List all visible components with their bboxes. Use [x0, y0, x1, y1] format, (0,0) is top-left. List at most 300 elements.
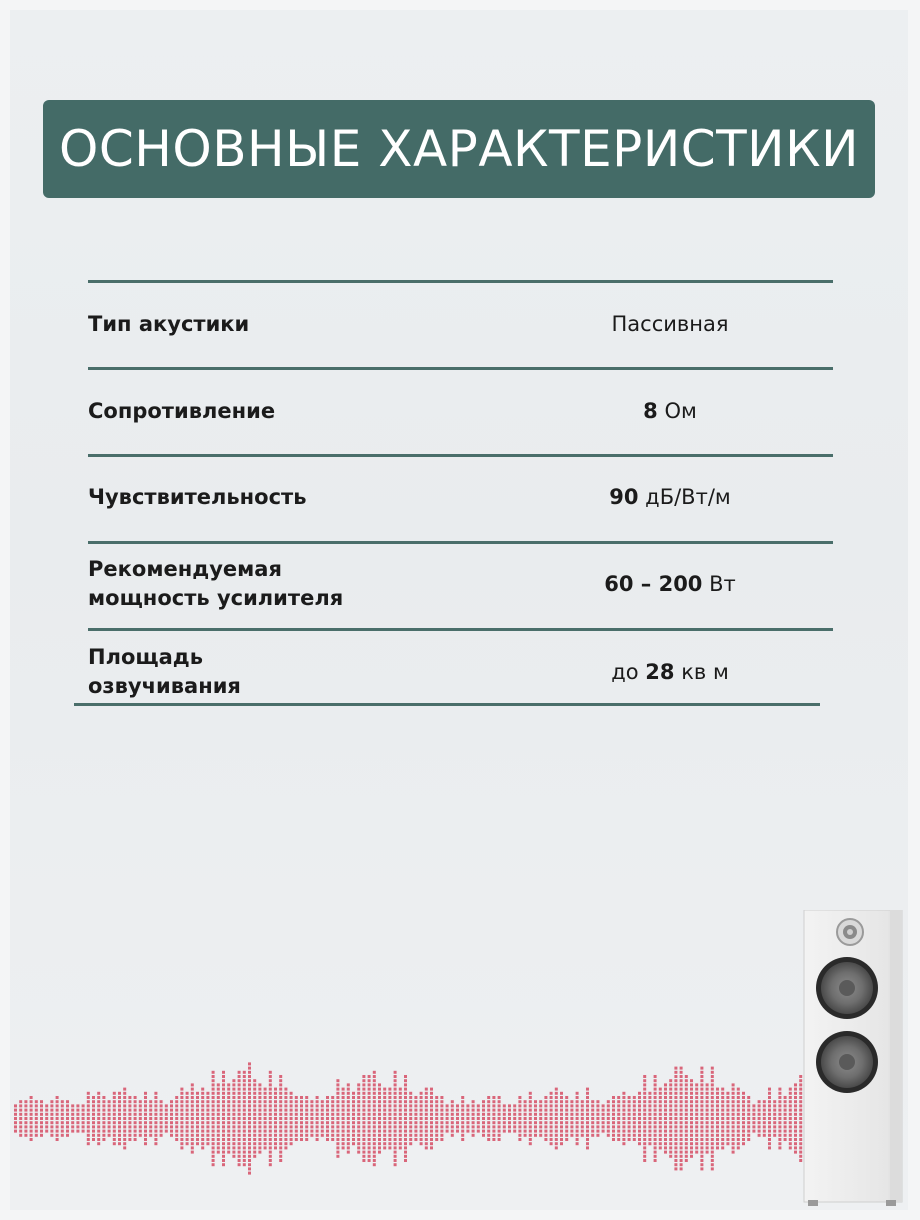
- wave-dot: [373, 1159, 376, 1162]
- wave-dot: [248, 1155, 251, 1158]
- wave-dot: [222, 1092, 225, 1095]
- wave-dot: [154, 1138, 157, 1141]
- wave-dot: [40, 1125, 43, 1128]
- wave-dot: [607, 1104, 610, 1107]
- spec-label: Сопротивление: [88, 399, 276, 423]
- wave-dot: [680, 1100, 683, 1103]
- wave-dot: [524, 1125, 527, 1128]
- wave-dot: [539, 1130, 542, 1133]
- wave-dot: [643, 1134, 646, 1137]
- wave-dot: [685, 1113, 688, 1116]
- wave-dot: [19, 1104, 22, 1107]
- wave-dot: [737, 1088, 740, 1091]
- wave-dot: [737, 1100, 740, 1103]
- wave-dot: [149, 1109, 152, 1112]
- wave-dot: [217, 1142, 220, 1145]
- spec-value-number: 28: [645, 660, 675, 684]
- wave-dot: [617, 1096, 620, 1099]
- wave-dot: [279, 1083, 282, 1086]
- wave-dot: [144, 1109, 147, 1112]
- wave-dot: [752, 1130, 755, 1133]
- wave-dot: [482, 1134, 485, 1137]
- wave-dot: [565, 1109, 568, 1112]
- wave-dot: [576, 1134, 579, 1137]
- wave-dot: [243, 1142, 246, 1145]
- wave-dot: [357, 1113, 360, 1116]
- wave-dot: [763, 1130, 766, 1133]
- wave-dot: [732, 1083, 735, 1086]
- wave-dot: [737, 1109, 740, 1112]
- wave-dot: [212, 1083, 215, 1086]
- wave-dot: [269, 1134, 272, 1137]
- wave-dot: [654, 1125, 657, 1128]
- wave-dot: [201, 1146, 204, 1149]
- wave-dot: [222, 1155, 225, 1158]
- wave-dot: [654, 1142, 657, 1145]
- wave-dot: [622, 1092, 625, 1095]
- wave-dot: [560, 1130, 563, 1133]
- wave-dot: [295, 1113, 298, 1116]
- wave-dot: [758, 1121, 761, 1124]
- wave-dot: [726, 1142, 729, 1145]
- wave-dot: [232, 1121, 235, 1124]
- wave-dot: [399, 1096, 402, 1099]
- wave-dot: [404, 1125, 407, 1128]
- wave-dot: [451, 1117, 454, 1120]
- wave-dot: [685, 1134, 688, 1137]
- wave-dot: [238, 1134, 241, 1137]
- wave-dot: [352, 1130, 355, 1133]
- wave-dot: [674, 1109, 677, 1112]
- wave-dot: [539, 1125, 542, 1128]
- wave-dot: [659, 1125, 662, 1128]
- wave-dot: [269, 1083, 272, 1086]
- wave-dot: [144, 1138, 147, 1141]
- wave-dot: [721, 1117, 724, 1120]
- wave-dot: [243, 1071, 246, 1074]
- wave-dot: [56, 1117, 59, 1120]
- wave-dot: [399, 1146, 402, 1149]
- wave-dot: [316, 1104, 319, 1107]
- wave-dot: [446, 1104, 449, 1107]
- wave-dot: [664, 1151, 667, 1154]
- wave-dot: [550, 1092, 553, 1095]
- wave-dot: [206, 1134, 209, 1137]
- wave-dot: [102, 1109, 105, 1112]
- wave-dot: [555, 1104, 558, 1107]
- wave-dot: [524, 1104, 527, 1107]
- wave-dot: [638, 1117, 641, 1120]
- wave-dot: [669, 1092, 672, 1095]
- wave-dot: [326, 1125, 329, 1128]
- wave-dot: [492, 1134, 495, 1137]
- wave-dot: [102, 1125, 105, 1128]
- wave-dot: [186, 1100, 189, 1103]
- wave-dot: [373, 1151, 376, 1154]
- wave-dot: [232, 1096, 235, 1099]
- wave-dot: [695, 1138, 698, 1141]
- wave-dot: [232, 1130, 235, 1133]
- wave-dot: [700, 1096, 703, 1099]
- wave-dot: [430, 1096, 433, 1099]
- wave-dot: [612, 1130, 615, 1133]
- wave-dot: [258, 1146, 261, 1149]
- wave-dot: [451, 1130, 454, 1133]
- wave-dot: [472, 1125, 475, 1128]
- wave-dot: [97, 1113, 100, 1116]
- wave-dot: [674, 1151, 677, 1154]
- wave-dot: [258, 1104, 261, 1107]
- wave-dot: [243, 1104, 246, 1107]
- wave-dot: [638, 1109, 641, 1112]
- wave-dot: [680, 1142, 683, 1145]
- wave-dot: [498, 1117, 501, 1120]
- wave-dot: [368, 1130, 371, 1133]
- wave-dot: [279, 1130, 282, 1133]
- wave-dot: [383, 1117, 386, 1120]
- wave-dot: [565, 1113, 568, 1116]
- wave-dot: [45, 1104, 48, 1107]
- wave-dot: [544, 1117, 547, 1120]
- wave-dot: [118, 1142, 121, 1145]
- wave-dot: [222, 1071, 225, 1074]
- wave-dot: [576, 1109, 579, 1112]
- wave-dot: [321, 1121, 324, 1124]
- wave-dot: [217, 1113, 220, 1116]
- wave-dot: [388, 1142, 391, 1145]
- wave-dot: [399, 1104, 402, 1107]
- wave-dot: [82, 1109, 85, 1112]
- wave-dot: [409, 1113, 412, 1116]
- wave-dot: [565, 1130, 568, 1133]
- wave-dot: [269, 1079, 272, 1082]
- wave-dot: [243, 1155, 246, 1158]
- wave-dot: [331, 1096, 334, 1099]
- spec-value: [530, 310, 810, 339]
- wave-dot: [201, 1104, 204, 1107]
- wave-dot: [435, 1100, 438, 1103]
- wave-dot: [576, 1096, 579, 1099]
- wave-dot: [284, 1146, 287, 1149]
- wave-dot: [243, 1096, 246, 1099]
- wave-dot: [700, 1113, 703, 1116]
- wave-dot: [347, 1096, 350, 1099]
- wave-dot: [373, 1142, 376, 1145]
- wave-dot: [586, 1146, 589, 1149]
- wave-dot: [690, 1151, 693, 1154]
- divider: [88, 367, 833, 370]
- wave-dot: [362, 1109, 365, 1112]
- wave-dot: [326, 1104, 329, 1107]
- wave-dot: [773, 1130, 776, 1133]
- wave-dot: [487, 1134, 490, 1137]
- wave-dot: [404, 1096, 407, 1099]
- wave-dot: [310, 1121, 313, 1124]
- wave-dot: [50, 1109, 53, 1112]
- wave-dot: [404, 1083, 407, 1086]
- wave-dot: [66, 1117, 69, 1120]
- wave-dot: [794, 1134, 797, 1137]
- wave-dot: [331, 1109, 334, 1112]
- wave-dot: [113, 1138, 116, 1141]
- wave-dot: [362, 1134, 365, 1137]
- wave-dot: [180, 1100, 183, 1103]
- wave-dot: [35, 1100, 38, 1103]
- wave-dot: [175, 1125, 178, 1128]
- wave-dot: [295, 1130, 298, 1133]
- wave-dot: [399, 1092, 402, 1095]
- wave-dot: [45, 1130, 48, 1133]
- wave-dot: [274, 1142, 277, 1145]
- wave-dot: [56, 1109, 59, 1112]
- wave-dot: [492, 1138, 495, 1141]
- wave-dot: [279, 1151, 282, 1154]
- wave-dot: [732, 1109, 735, 1112]
- wave-dot: [560, 1096, 563, 1099]
- wave-dot: [721, 1100, 724, 1103]
- wave-dot: [19, 1117, 22, 1120]
- wave-dot: [279, 1100, 282, 1103]
- wave-dot: [451, 1109, 454, 1112]
- wave-dot: [685, 1138, 688, 1141]
- wave-dot: [305, 1113, 308, 1116]
- wave-dot: [35, 1109, 38, 1112]
- wave-dot: [196, 1138, 199, 1141]
- wave-dot: [586, 1142, 589, 1145]
- wave-dot: [92, 1121, 95, 1124]
- wave-dot: [144, 1121, 147, 1124]
- wave-dot: [186, 1104, 189, 1107]
- wave-dot: [404, 1079, 407, 1082]
- wave-dot: [648, 1092, 651, 1095]
- wave-dot: [279, 1117, 282, 1120]
- wave-dot: [87, 1100, 90, 1103]
- wave-dot: [586, 1092, 589, 1095]
- wave-dot: [680, 1071, 683, 1074]
- wave-dot: [513, 1130, 516, 1133]
- wave-dot: [300, 1125, 303, 1128]
- wave-dot: [737, 1130, 740, 1133]
- wave-dot: [747, 1104, 750, 1107]
- wave-dot: [56, 1096, 59, 1099]
- wave-dot: [30, 1130, 33, 1133]
- wave-dot: [659, 1109, 662, 1112]
- wave-dot: [180, 1125, 183, 1128]
- wave-dot: [30, 1113, 33, 1116]
- wave-dot: [118, 1092, 121, 1095]
- wave-dot: [284, 1092, 287, 1095]
- spec-label-line: озвучивания: [88, 674, 241, 698]
- wave-dot: [50, 1125, 53, 1128]
- wave-dot: [238, 1109, 241, 1112]
- wave-dot: [347, 1134, 350, 1137]
- wave-dot: [440, 1096, 443, 1099]
- wave-dot: [544, 1134, 547, 1137]
- wave-dot: [180, 1092, 183, 1095]
- wave-dot: [248, 1163, 251, 1166]
- wave-dot: [586, 1138, 589, 1141]
- wave-dot: [680, 1121, 683, 1124]
- wave-dot: [742, 1121, 745, 1124]
- wave-dot: [368, 1159, 371, 1162]
- wave-dot: [108, 1125, 111, 1128]
- wave-dot: [253, 1138, 256, 1141]
- wave-dot: [139, 1125, 142, 1128]
- wave-dot: [368, 1138, 371, 1141]
- spec-value-prefix: до: [611, 660, 639, 684]
- wave-dot: [248, 1083, 251, 1086]
- wave-dot: [149, 1113, 152, 1116]
- wave-dot: [539, 1100, 542, 1103]
- wave-dot: [529, 1130, 532, 1133]
- wave-dot: [581, 1100, 584, 1103]
- wave-dot: [175, 1138, 178, 1141]
- wave-dot: [560, 1104, 563, 1107]
- wave-dot: [300, 1104, 303, 1107]
- wave-dot: [45, 1125, 48, 1128]
- wave-dot: [238, 1071, 241, 1074]
- wave-dot: [149, 1117, 152, 1120]
- wave-dot: [674, 1134, 677, 1137]
- wave-dot: [206, 1130, 209, 1133]
- wave-dot: [498, 1125, 501, 1128]
- wave-dot: [529, 1096, 532, 1099]
- wave-dot: [212, 1121, 215, 1124]
- wave-dot: [685, 1092, 688, 1095]
- wave-dot: [570, 1134, 573, 1137]
- wave-dot: [420, 1134, 423, 1137]
- wave-dot: [591, 1134, 594, 1137]
- wave-dot: [258, 1092, 261, 1095]
- wave-dot: [388, 1134, 391, 1137]
- wave-dot: [617, 1125, 620, 1128]
- wave-dot: [139, 1117, 142, 1120]
- wave-dot: [352, 1117, 355, 1120]
- wave-dot: [368, 1109, 371, 1112]
- wave-dot: [581, 1130, 584, 1133]
- wave-dot: [295, 1100, 298, 1103]
- wave-dot: [602, 1125, 605, 1128]
- wave-dot: [238, 1146, 241, 1149]
- wave-dot: [664, 1134, 667, 1137]
- wave-dot: [123, 1138, 126, 1141]
- wave-dot: [732, 1138, 735, 1141]
- wave-dot: [76, 1125, 79, 1128]
- wave-dot: [19, 1100, 22, 1103]
- wave-dot: [674, 1159, 677, 1162]
- wave-dot: [550, 1121, 553, 1124]
- wave-dot: [97, 1117, 100, 1120]
- wave-dot: [269, 1130, 272, 1133]
- wave-dot: [690, 1138, 693, 1141]
- wave-dot: [139, 1134, 142, 1137]
- wave-dot: [305, 1117, 308, 1120]
- wave-dot: [721, 1125, 724, 1128]
- wave-dot: [700, 1146, 703, 1149]
- wave-dot: [269, 1125, 272, 1128]
- wave-dot: [30, 1104, 33, 1107]
- wave-dot: [628, 1134, 631, 1137]
- wave-dot: [695, 1092, 698, 1095]
- wave-dot: [706, 1125, 709, 1128]
- wave-dot: [591, 1130, 594, 1133]
- wave-dot: [201, 1100, 204, 1103]
- wave-dot: [534, 1109, 537, 1112]
- wave-dot: [222, 1134, 225, 1137]
- wave-dot: [227, 1109, 230, 1112]
- wave-dot: [726, 1092, 729, 1095]
- wave-dot: [674, 1092, 677, 1095]
- wave-dot: [721, 1121, 724, 1124]
- wave-dot: [19, 1125, 22, 1128]
- wave-dot: [664, 1113, 667, 1116]
- wave-dot: [758, 1125, 761, 1128]
- wave-dot: [284, 1100, 287, 1103]
- wave-dot: [555, 1113, 558, 1116]
- wave-dot: [560, 1109, 563, 1112]
- wave-dot: [539, 1109, 542, 1112]
- wave-dot: [134, 1096, 137, 1099]
- wave-dot: [113, 1100, 116, 1103]
- wave-dot: [706, 1092, 709, 1095]
- wave-dot: [383, 1104, 386, 1107]
- wave-dot: [310, 1125, 313, 1128]
- wave-dot: [534, 1113, 537, 1116]
- wave-dot: [212, 1159, 215, 1162]
- wave-dot: [404, 1151, 407, 1154]
- wave-dot: [50, 1113, 53, 1116]
- wave-dot: [409, 1100, 412, 1103]
- wave-dot: [222, 1146, 225, 1149]
- wave-dot: [570, 1109, 573, 1112]
- wave-dot: [232, 1109, 235, 1112]
- wave-dot: [243, 1159, 246, 1162]
- wave-dot: [342, 1146, 345, 1149]
- wave-dot: [212, 1088, 215, 1091]
- wave-dot: [24, 1134, 27, 1137]
- wave-dot: [331, 1125, 334, 1128]
- wave-dot: [274, 1100, 277, 1103]
- wave-dot: [685, 1096, 688, 1099]
- wave-dot: [544, 1100, 547, 1103]
- wave-dot: [253, 1121, 256, 1124]
- wave-dot: [414, 1113, 417, 1116]
- wave-dot: [726, 1109, 729, 1112]
- wave-dot: [279, 1109, 282, 1112]
- wave-dot: [784, 1138, 787, 1141]
- wave-dot: [19, 1134, 22, 1137]
- wave-dot: [643, 1075, 646, 1078]
- wave-dot: [794, 1096, 797, 1099]
- wave-dot: [602, 1130, 605, 1133]
- wave-dot: [654, 1159, 657, 1162]
- wave-dot: [316, 1121, 319, 1124]
- wave-dot: [290, 1092, 293, 1095]
- wave-dot: [659, 1088, 662, 1091]
- wave-dot: [404, 1146, 407, 1149]
- wave-dot: [144, 1092, 147, 1095]
- wave-dot: [700, 1138, 703, 1141]
- wave-dot: [477, 1121, 480, 1124]
- wave-dot: [456, 1104, 459, 1107]
- wave-dot: [362, 1138, 365, 1141]
- wave-dot: [529, 1113, 532, 1116]
- spec-value-number: 60 – 200: [604, 572, 703, 596]
- wave-dot: [550, 1113, 553, 1116]
- wave-dot: [378, 1096, 381, 1099]
- wave-dot: [336, 1134, 339, 1137]
- wave-dot: [196, 1100, 199, 1103]
